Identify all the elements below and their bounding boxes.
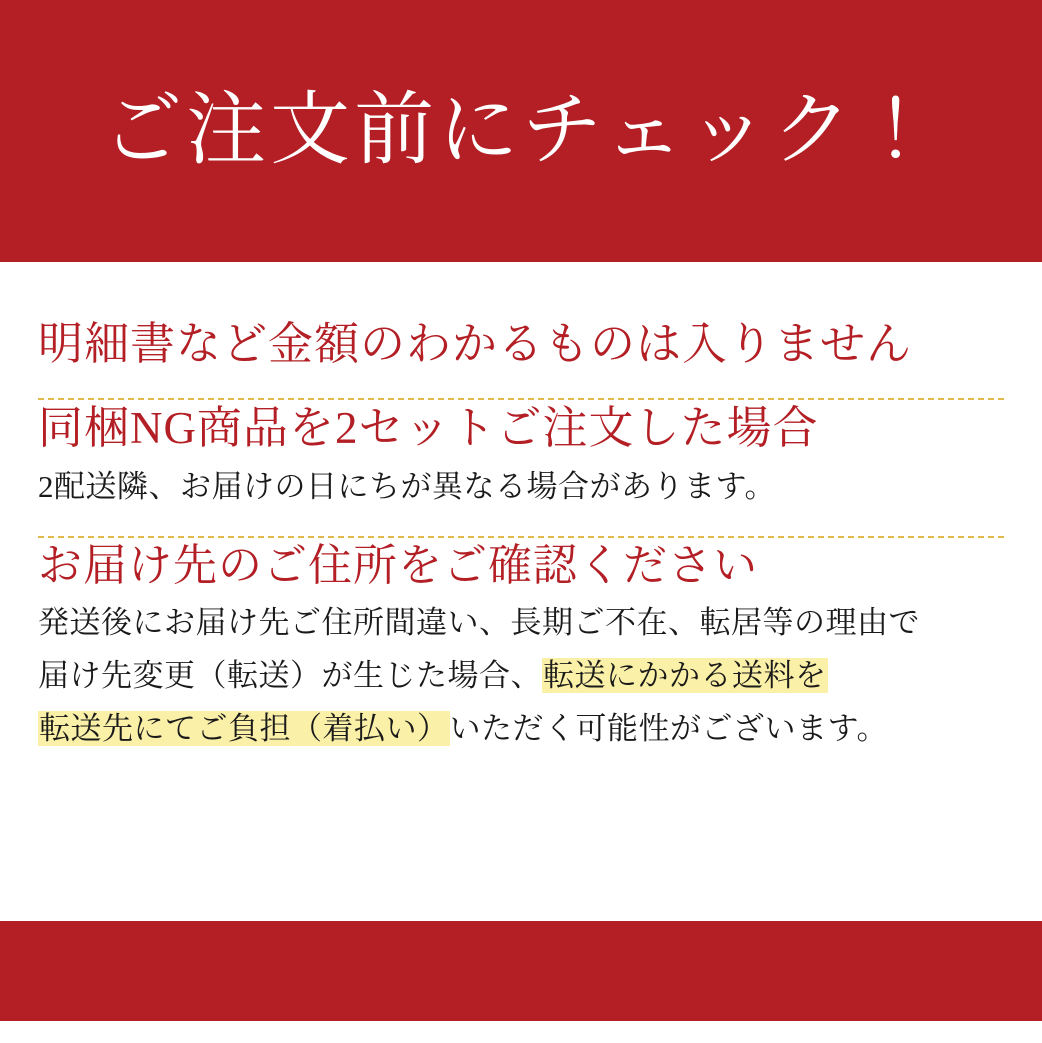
notice-section-1 xyxy=(38,316,1004,386)
notice-section-3 xyxy=(38,538,1004,766)
content-area xyxy=(0,262,1042,921)
notice-body-3-line-3-plain: いただく可能性がございます。 xyxy=(449,710,889,746)
page-title: ご注文前にチェック！ xyxy=(102,87,940,175)
notice-heading-1: 明細書など金額のわかるものは入りません xyxy=(38,319,913,369)
footer-whitespace xyxy=(0,1021,1042,1043)
notice-heading-2: 同梱NG商品を2セットご注文した場合 xyxy=(38,403,819,454)
notice-body-3-line-3-highlight: 転送先にてご負担（着払い） xyxy=(39,710,449,746)
notice-body-3-line-2 xyxy=(38,652,1004,699)
notice-heading-3: お届け先のご住所をご確認ください xyxy=(38,540,758,590)
footer-band xyxy=(0,921,1042,1021)
notice-body-3-line-2-highlight: 転送にかかる送料を xyxy=(543,657,827,693)
notice-body-2-line-1: 2配送隣、お届けの日にちが異なる場合があります。 xyxy=(38,468,777,504)
notice-body-3-line-1: 発送後にお届け先ご住所間違い、長期ご不在、転居等の理由で xyxy=(38,604,920,640)
header-banner xyxy=(0,0,1042,262)
notice-body-3-line-3 xyxy=(38,705,1004,752)
notice-section-2 xyxy=(38,400,1004,523)
notice-body-3-line-2-plain: 届け先変更（転送）が生じた場合、 xyxy=(38,657,542,693)
